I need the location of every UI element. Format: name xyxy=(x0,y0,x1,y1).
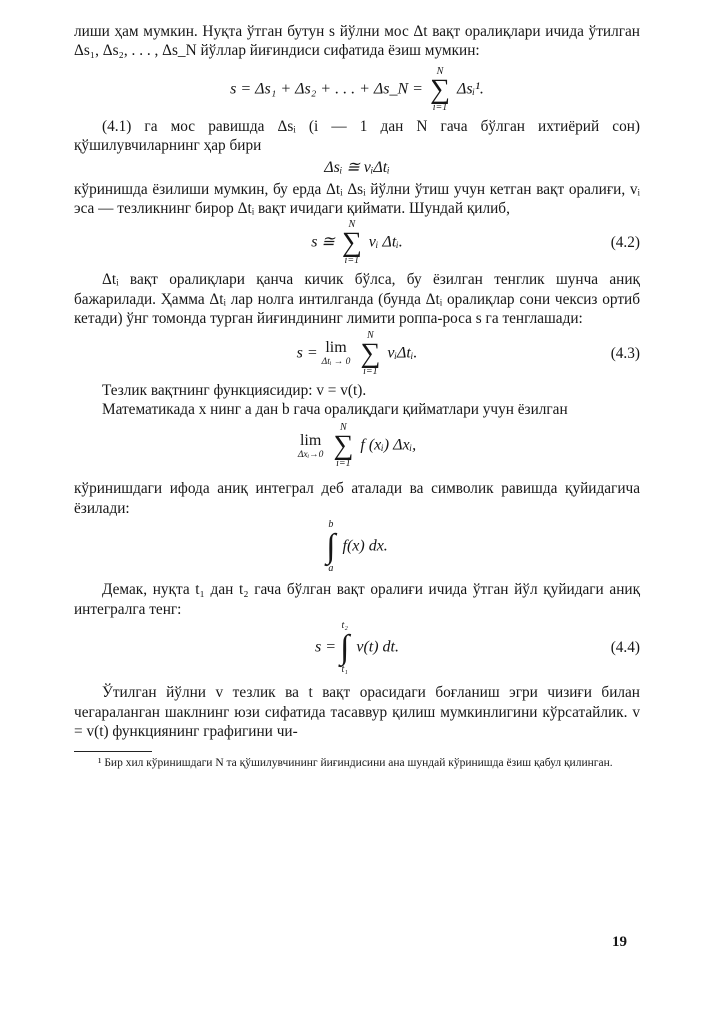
equation-4-3 xyxy=(74,331,640,377)
eq7-right: v(t) dt. xyxy=(356,638,399,656)
equation-number: (4.4) xyxy=(610,639,640,657)
paragraph-2: (4.1) га мос равишда Δsᵢ (i — 1 дан N гача бўлган ихтиёрий сон) қўшилувчиларнинг ҳар бири xyxy=(74,117,640,155)
equation-riemann-sum xyxy=(74,423,640,469)
lim-word: lim xyxy=(325,338,347,356)
eq6-integral xyxy=(326,520,335,574)
equation-4-2 xyxy=(74,220,640,266)
eq7-lower: t₁ xyxy=(341,664,348,676)
equation-4-4 xyxy=(74,621,640,675)
eq5-right: f (xᵢ) Δxᵢ, xyxy=(360,437,417,455)
footnote-rule xyxy=(74,751,152,752)
paragraph-6: Математикада x нинг a дан b гача оралиқдаги қийматлари учун ёзилган xyxy=(102,401,568,419)
sigma-symbol: ∑ xyxy=(333,430,354,462)
eq3-summation xyxy=(342,220,362,266)
eq5-sum-lower: i=1 xyxy=(336,458,351,470)
paragraph-1: лиши ҳам мумкин. Нуқта ўтган бутун s йўлни мос Δt вақт оралиқлари ичида ўтилган Δs₁, Δs₂, . . . , Δs_N йўллар йиғиндиси сифатида ёзиш мумкин: xyxy=(74,23,640,60)
paragraph-9: Ўтилган йўлни v тезлик ва t вақт орасидаги боғланиш эгри чизиғи билан чегараланган шаклнинг юзи сифатида тасаввур қилиш мумкинлигини кўрсатайлик. v = v(t) функциянинг графигини чи- xyxy=(74,684,640,740)
eq2-expression: Δsᵢ ≅ vᵢΔtᵢ xyxy=(324,158,390,176)
page-body xyxy=(74,22,640,771)
eq3-sum-upper: N xyxy=(348,219,356,231)
eq1-sum-upper: N xyxy=(436,65,444,77)
eq6-lower: a xyxy=(328,563,334,575)
eq5-summation xyxy=(333,423,353,469)
eq3-right: vᵢ Δtᵢ. xyxy=(368,234,403,252)
eq7-integral xyxy=(340,621,349,675)
eq4-left: s = xyxy=(296,344,318,362)
eq4-limit xyxy=(322,340,351,368)
equation-definite-integral xyxy=(74,520,640,574)
sigma-symbol: ∑ xyxy=(341,227,362,259)
eq6-right: f(x) dx. xyxy=(342,537,388,555)
lim-subscript: Δtᵢ → 0 xyxy=(321,356,351,367)
page-number: 19 xyxy=(612,934,627,950)
paragraph-7: кўринишдаги ифода аниқ интеграл деб аталади ва символик равишда қуйидагича ёзилади: xyxy=(74,480,640,517)
eq4-right: vᵢΔtᵢ. xyxy=(387,344,418,362)
eq3-sum-lower: i=1 xyxy=(344,255,360,267)
eq7-upper: t₂ xyxy=(341,620,348,632)
eq5-limit xyxy=(298,433,324,461)
eq5-sum-upper: N xyxy=(340,422,347,434)
sigma-symbol: ∑ xyxy=(429,73,450,105)
paragraph-3: кўринишда ёзилиши мумкин, бу ерда Δtᵢ Δsᵢ йўлни ўтиш учун кетган вақт оралиғи, vᵢ эса — тезликнинг бирор Δtᵢ вақт ичидаги қиймати. Шундай қилиб, xyxy=(74,180,640,218)
paragraph-4: Δtᵢ вақт оралиқлари қанча кичик бўлса, бу ёзилган тенглик шунча аниқ бажарилади. Ҳамма Δtᵢ лар нолга интилганда (бунда Δtᵢ оралиқлар сони чексиз ортиб кетади) ўнг томонда турган йиғиндининг лимити роппа-роса s га тенглашади: xyxy=(74,271,640,328)
paragraph-8: Демак, нуқта t₁ дан t₂ гача бўлган вақт оралиғи ичида ўтган йўл қуйидаги аниқ интегралга тенг: xyxy=(74,581,640,618)
equation-number: (4.2) xyxy=(610,234,640,252)
equation-number: (4.3) xyxy=(610,344,640,362)
integral-symbol: ∫ xyxy=(340,629,350,667)
eq4-sum-upper: N xyxy=(367,329,374,341)
eq1-sum-lower: i=1 xyxy=(432,101,448,113)
eq4-sum-lower: i=1 xyxy=(363,365,378,377)
paragraph-5: Тезлик вақтнинг функциясидир: v = v(t). xyxy=(102,381,367,399)
integral-symbol: ∫ xyxy=(326,528,336,566)
eq3-left: s ≅ xyxy=(311,234,335,252)
lim-subscript: Δxᵢ→0 xyxy=(297,449,324,460)
footnote: ¹ Бир хил кўринишдаги N та қўшилувчининг йиғиндисини ана шундай кўринишда ёзиш қабул қилинган. xyxy=(98,757,613,770)
eq1-left: s = Δs₁ + Δs₂ + . . . + Δs_N = xyxy=(230,80,423,98)
equation-segment xyxy=(74,157,640,177)
equation-path-sum xyxy=(74,67,640,113)
lim-word: lim xyxy=(299,431,322,449)
eq7-left: s = xyxy=(314,638,337,656)
eq6-upper: b xyxy=(328,519,334,531)
eq1-right: Δsᵢ¹. xyxy=(456,80,484,98)
eq1-summation xyxy=(430,67,450,113)
eq4-summation xyxy=(360,331,380,377)
sigma-symbol: ∑ xyxy=(360,337,381,369)
